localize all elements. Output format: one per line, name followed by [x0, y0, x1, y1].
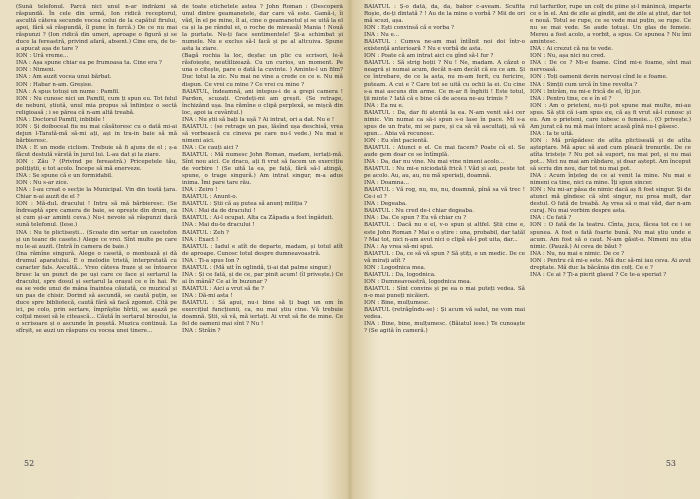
paragraph: ION : Habar n-am. Greșise.	[16, 81, 93, 88]
paragraph: BAIATUL : Mă numesc John Roman, madam, iertați-mă. Sînt nou aici. Ce dracu, ați fi vrut să facem un exercițiu de vorbire ! (Se uită la ea, pe față, fără să-l atingă, spune, o trage singură.) Am intrat singur, m-a adus inima. Îmi pare tare rău.	[182, 151, 343, 187]
paragraph: INA : Bine, bine, mulțumesc. (Băiatul iese.) Te cunoaște ? (Se agită în cameră.)	[364, 321, 525, 335]
paragraph: INA : Ea nu e.	[364, 102, 404, 109]
paragraph: ION : Ură vreme...	[16, 53, 69, 60]
paragraph: INA : Da, dar nu vine. Nu mai vine nimeni acolo...	[364, 159, 505, 166]
paragraph: BAIATUL : Nu mi-e niciodată frică ! Văd și azi, peste tot pe acolo. Au, au, au, nu mă speriați, doamnă.	[364, 166, 525, 180]
paragraph: INA : Simții cum urcă în tine revolta ?	[530, 81, 638, 88]
paragraph: ION : Poate că am intrat aici cu gînd să-l fur ?	[364, 53, 494, 60]
paragraph: BAIATUL : Da, dar fii atentă la ea. N-am venit să-i cer nimic. Vin numai ca să-i spun s-o lase în pace. Mi s-a spus de un frate, mi se pare, și ca să vă ascultați, să vă spun... Abia vă recunosc.	[364, 109, 525, 137]
paragraph: INA : Mai da de dracului !	[182, 208, 256, 215]
paragraph: ION : Dumneavoastră, logodnica mea.	[364, 278, 472, 285]
paragraph: ION : O fată de la teatru. Cînta, juca, făcea tot ce i se spunea. A fost o fată foarte bună. Nu mai știu unde e acum. Am fost să o caut. N-am găsit-o. Nimeni nu știa nimic. (Pauză.) Ai ceva de băut ?	[530, 222, 691, 250]
paragraph: INA : I-au creat o secție la Municipal. Vin din toată țara. Chiar n-ai auzit de el ?	[16, 187, 177, 201]
paragraph: BAIATUL : Știi că aș putea să anunț miliția ?	[182, 201, 308, 208]
paragraph: BAIATUL : Da, ce să vă spun ? Să știți, e un medic. De ce vă mirați atît ?	[364, 250, 525, 264]
paragraph: INA : E un mode ciclism. Trebuie să fi ajuns de el ; ș-a făcut destulă vârstă în jurul lui. L-au dat și la ziare.	[16, 144, 177, 158]
paragraph: INA : Am auzit vocea unui bărbat.	[16, 74, 112, 81]
paragraph: INA : Dă-mi asta !	[182, 292, 233, 299]
paragraph: de toate etichetele astea ? John Roman : (Descoperă unul dintre geamanetele, dar care vă este. Gamă-i, îi văd, în el pe mine, îl ai, cine o geamanetul și se uită la el ca și la pe rândul ei, o roche de mireasă) Mania ! Nouă la purtate. Nu-ți face sentimentele! Și-a schimbat și numele. Nu e exclus să-l facă și pe al altcuiva. Spune asta la ziare.	[182, 4, 343, 53]
paragraph: BAIATUL : (se retrage un pas, lăsînd ușa deschisă, vrea să vorbească cu cineva pe care nu-l vede.) Nu mai e nimeni aici.	[182, 123, 343, 144]
right-page-column-1	[364, 4, 525, 474]
paragraph: INA : Nu știi să bați la ușă ? Ai intrat, ori a dat. Nu e !	[182, 116, 335, 123]
paragraph: INA : Se spune că e un formidabil.	[16, 173, 113, 180]
paragraph: INA : Acum înțeleg de ce ai venit la mine. Nu mai e nimeni ca tine, nici ca mine. Îți spun sincer.	[530, 173, 691, 187]
paragraph: INA : Așa spune chiar ea pe frumoasa ta. Cine era ?	[16, 60, 162, 67]
paragraph: ION : Ești convinsă că e vorba ?	[364, 25, 455, 32]
paragraph: (Ina rămîne singură. Alege o casetă, o montează și dă drumul aparatului. E o melodie tristă, interpretată cu caracter fals. Ascultă... Vreo câteva fraze și se întoarce brusc la un punct de pe uși care ce face și sertarul la dracului, spre dosul și sertarul la orașul ce e în hai. Pe ea se vede unui de mâna înaintea căutată, ce muzical și un pas de chisir. Dorind să ascundă, se caută puțin, se duce spre bibliotecă, caută fără să facă zgomot. Cîtă pe ici, pe colo, prin sertare, împrăștie hîrtii, se așază pe colțul mesei să le citească... Căută în sertarul biroului, ia o scrisoare și o ascunde în poșetă. Muzica continuă. La sfîrșit, se auzi un răspuns cu vocea unei tinere...	[16, 250, 177, 335]
paragraph: INA : Doamna...	[364, 180, 409, 187]
paragraph: INA : De ce ? Mi-e foame. Cînd mi-e foame, sînt mai nervoasă.	[530, 60, 691, 74]
left-page-number: 52	[24, 459, 35, 468]
paragraph: ION : Toți oamenii devin nervoși cînd le e foame.	[530, 74, 668, 81]
paragraph: ION : Intrăm, nu mi-e frică de el, îți jur.	[530, 88, 642, 95]
paragraph: INA : Pentru tine, ce e în el ?	[530, 95, 612, 102]
paragraph: BAIATUL : Iadul e atît de departe, madam, și totul atît de aproape. Cunosc totul despre dumneavoastră.	[182, 243, 343, 257]
paragraph: ION : Nimeni.	[16, 67, 56, 74]
paragraph: INA : Degeaba.	[364, 201, 407, 208]
paragraph: INA : Și ce fată, și de ce, par pinit acum! (îl privește.) Ce ai în mână? Ce ai în buzunar ?	[182, 271, 343, 285]
paragraph: BAIATUL : Să strig hoții ? Nu ! Ne, madam. A căzut o neagră și numai acum, decât n-am decât că eu ce am. Și ce întrebare, de ce la asta, nu m-am ferit, cu fericire, puteam. A cui e ? Care tot se uită cu ochii la ei. Cu cine s-a mai ascuns din arme. Ce m-ar fi înghiti ! Este totul, ții minte ? Iată că e bine că de aceea ne-au trimis ?	[364, 60, 525, 102]
paragraph: ION : Nu cunosc nici un Pamfil, cum ți spun eu. Tot felul de nebuni, știută, unul mia propus să înființez o sectă religioasă ; i se părea că n-am altă treabă.	[16, 95, 177, 116]
right-page-column-2	[530, 4, 691, 474]
paragraph: BAIATUL : Sînt convins și pe ea o mai puteți vedea. Să n-o mai puneți nicăieri.	[364, 285, 525, 299]
paragraph: INA : Mai du-te dracului !	[182, 222, 255, 229]
paragraph: BAIATUL : Aici a vrut să fie ?	[182, 285, 264, 292]
paragraph: BAIATUL (retrăgîndu-se) : Și acum vă salut, ne vom mai vedea.	[364, 307, 525, 321]
paragraph: ION : Logodnica mea.	[364, 264, 426, 271]
paragraph: INA : Nu e...	[364, 32, 400, 39]
paragraph: INA : Ți-a spus Ion ?	[182, 257, 240, 264]
paragraph: (Bagă rochia la loc, deșfac un plic cu scrisori, le-ă răsfoiește, neutîilizează. Cu un curios, un moment. Pe una o citește, pare o dată la cuvinte. ) Aminte-l un film? Duc totul la zic. Nu mai ne vine a crede ce ce e. Nu mă dispun. Ce vrei cu mine ? Ce vrei cu mine ?	[182, 53, 343, 88]
paragraph: BAIATUL : Să apui, nu-i bine să ți bagi un om în exercițiul funcțiunii, ca, nu mai știu cine. Vă trebuie doamnă. Știi, să vă, mă iertați. Ai vrut să fie de mine. Ce fel de oameni mai sînt ? Nu !	[182, 299, 343, 328]
paragraph: BAIATUL : Nu cred de-i chiar degeaba.	[364, 208, 474, 215]
left-page	[10, 4, 346, 478]
paragraph: BAIATUL, îndeamnă, ani intepus-i de a grepi camera ! Pardon, scuzați. Credeți-mi am greșit. (Se retrage, închizând ușa. Ina rămîne o clipă perplexă, se mișcă din loc, apoi ia cuvântul.)	[182, 88, 343, 116]
paragraph: (Sună telefonul. Parcă nici unul n-ar îndrăzni să răspundă. În cele din urmă, Ion ridică receptorul, ascultă câteva secunde vocea celui de la capătul firului, apoi, fără să răspundă, îl pune în furcă.) De ce nu mai răspunzi ? (Ion ridică din umeri, aproape o figură și se duce la fereastră, privind afară, absent.) Cine era, de te-a apucat așa de tare ?	[16, 4, 177, 53]
paragraph: ION : Și doiboceal fiu nu mai căsătoresc cu o dată mi-ai dejun l-Tarată-mă să-mi ați, ași in tra-in baie să mă bărbieresc.	[16, 123, 177, 144]
paragraph: INA : Zeiro !	[182, 187, 218, 194]
paragraph: BAIATUL : Vă rog, nu, nu, nu, doamnă, pînă sa vă trec ! Ce-i el ?	[364, 187, 525, 201]
left-page-column-2	[182, 4, 343, 474]
paragraph: BAIATUL : Anunt-o.	[182, 194, 238, 201]
paragraph: ION : Pentru că mi-e sete. Mă duc să-mi iau ceva. Ai avut dreptate. Mă duc la băcănia din colț. Ce e ?	[530, 257, 691, 271]
paragraph: BAIATUL : Ș-o dată, da, da, babor c-aveam. Scufita Roșie, de-ți dintată ? ! Au de la mine o vorbă ? Mii de ori mă scuzi, așa.	[364, 4, 525, 25]
paragraph: ION : Eu sînt pacientă.	[364, 137, 429, 144]
paragraph: ION : Nu, așa nici nu cred.	[530, 53, 606, 60]
right-page	[358, 4, 694, 478]
paragraph: INA : Ce fată ?	[530, 215, 572, 222]
paragraph: BAIATUL : Da, logodnica.	[364, 271, 436, 278]
paragraph: ION : Mă prăpădesc de atîta plictiseală și de atîta așteptare. Mă apuc să aud cum pleacă trenurile. De ce atîta tristețe ? Nu pot să suport, nu mai pot, și nu mai pot... Nici nu mai am răbdare, și doar aștept. Am început să scriu din nou, dar tot nu mai pot.	[530, 137, 691, 173]
paragraph: BAIATUL : Atunci e el. Ce mai facem? Poate că el. Se aude gem doar ce se întîmplă.	[364, 144, 525, 158]
paragraph: BAIATUL : Zeh ?	[182, 229, 229, 236]
paragraph: INA : Ce ai ? Ți-a pierit glasul ? Ce te-a speriat ?	[530, 271, 667, 278]
paragraph: INA : Da. Ce spun ? Eu vă chiar cu ?	[364, 215, 467, 222]
paragraph: ION : Am o prieteni, nu-ți pot spune mai multe, mi-au spus. Să știi că i-am spus eu, că aș fi vrut să-l cunosc și eu. Am o prieteni, care iubesc o femeie... (O privește.) Am jurat că nu mă mai întorc acasă pînă nu-l găsesc.	[530, 102, 691, 130]
paragraph: BAIATUL : Dacă nu e el, v-o spun și altfel. Știi cine e, este John Roman ? Mai e o știre : una, probabil, dar tatăl ? Mai tot, nici n-am avut nici o clipă să-l pot uita, dar...	[364, 222, 525, 243]
paragraph: INA : Ai crezut că nu te vede.	[530, 46, 613, 53]
paragraph: INA : Nu, nu mai e nimic. De ce ?	[530, 250, 625, 257]
paragraph: INA : Ia te uită.	[530, 130, 574, 137]
paragraph: BAIATUL : (Mă uit în oglindă, ți-ai dat palme singur.)	[182, 264, 331, 271]
paragraph: ION : Bine, mulțumesc.	[364, 299, 430, 306]
paragraph: INA : Nu te plictisești... (Scoate din sertar un casetofon și un teanc de casete.) Alege ce vrei. Sînt multe pe care nu le-ai auzit. (Intră în camera de baie.)	[16, 229, 177, 250]
left-page-column-1	[16, 4, 177, 474]
paragraph: INA : Doctorul Pamfil, inbibile !	[16, 116, 105, 123]
paragraph: rul tarfurilor, rupe un colț de pîine și-l mănîncă, imparte ce e în el. Ani de zile ai gîndit, ani de zile ai știut, dar tot e nouă. Totul se rupe, ce se vede mai puțin, se rupe. Ce nu se mai vede. Se aude totuși. Un glas de femeie. Mereu a fost acolo, a vorbit, a spus. Ce spunea ? Nu îmi amintesc.	[530, 4, 691, 46]
paragraph: BAIATUL : Cumva ne-am mai întîlnit noi doi într-o existență anterioară ? Nu e vorbă de asta.	[364, 39, 525, 53]
paragraph: ION : Nu mi-ar păsa de nimic dacă aș fi fost singur. Și de atunci mă gîndesc că sînt singur, nu prea mult, dar destul. O fată de treabă. Aș vrea să o mai văd, dar n-am curaj. Nu mai vorbim despre asta.	[530, 187, 691, 215]
paragraph: ION : Nu s-ar zice.	[16, 180, 69, 187]
paragraph: INA : Ce cauți aici ?	[182, 144, 239, 151]
paragraph: INA : Străin ?	[182, 328, 221, 335]
paragraph: INA : A spus totuși un nume : Pamfil.	[16, 88, 120, 95]
paragraph: INA : Aș vrea să-mi spui.	[364, 243, 434, 250]
paragraph: ION : Mă-duL dracului ! Intru să mă bărbieresc. (Se îndreaptă spre camera de baie, se oprește din drum, ca și cum și-ar aminti ceva.) Nu-i nevoie să răspunzi dacă sună telefonul. (Iese.)	[16, 201, 177, 229]
paragraph: BAIATUL : Ai-l ocupat. Alta ca Zăpada a fost îngăduit.	[182, 215, 334, 222]
right-page-number: 53	[665, 459, 676, 468]
paragraph: ION : Zău ? (Privind pe fereastră.) Pricepetele tău, polițiștii, e tot acolo. Începe să mă enerveze.	[16, 159, 177, 173]
paragraph: INA : Exact !	[182, 236, 219, 243]
